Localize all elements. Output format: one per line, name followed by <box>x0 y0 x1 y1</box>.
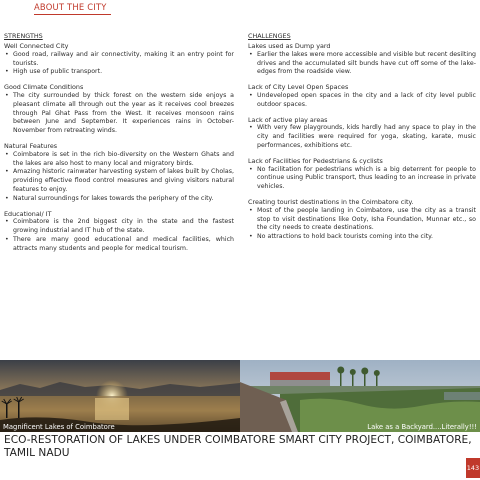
lake-backyard-photo <box>240 360 480 432</box>
strengths-group <box>4 42 234 77</box>
group-title: Lakes used as Dump yard <box>248 42 331 50</box>
group-title: Educational/ IT <box>4 209 52 218</box>
section-title: ABOUT THE CITY <box>34 2 107 12</box>
bullet-item: • Good road, railway and air connectivity, making it an entry point for tourists. <box>4 51 234 69</box>
bullet-item: • Amazing historic rainwater harvesting system of lakes built by Cholas, providing effective flood control measures and giving visitors natural features to enjoy. <box>4 168 234 194</box>
photo-strip <box>0 360 480 432</box>
strengths-group <box>4 83 234 136</box>
bullet-item: • There are many good educational and medical facilities, which attracts many students and people for medical tourism. <box>4 236 234 254</box>
challenges-group <box>248 198 476 242</box>
group-title: Lack of City Level Open Spaces <box>248 83 349 92</box>
bullet-item: • No facilitation for pedestrians which is a big deterrent for people to continue using Public transport, thus leading to an increase in private vehicles. <box>248 166 476 192</box>
right-photo-caption: Lake as a Backyard....Literally!!! <box>367 423 477 431</box>
strengths-column <box>4 42 234 260</box>
challenges-group <box>248 157 476 192</box>
page-number-tab: 143 <box>466 458 480 478</box>
challenges-group <box>248 116 476 151</box>
bullet-item: • No attractions to hold back tourists coming into the city. <box>248 233 476 242</box>
report-title: ECO-RESTORATION OF LAKES UNDER COIMBATORE SMART CITY PROJECT, COIMBATORE, TAMIL NADU <box>4 434 472 459</box>
bullet-item: • Undeveloped open spaces in the city and a lack of city level public outdoor spaces. <box>248 92 476 110</box>
bullet-item: • The city surrounded by thick forest on the western side enjoys a pleasant climate all through out the year as it receives cool breezes through Pal Ghat Pass from the West. It receives monsoon rains between June and September. It experiences rains in October-November from retreating winds. <box>4 92 234 136</box>
strengths-group <box>4 210 234 254</box>
group-title: Lack of Facilities for Pedestrians & cyclists <box>248 156 383 165</box>
strengths-group <box>4 142 234 204</box>
group-title: Creating tourist destinations in the Coimbatore city. <box>248 197 414 206</box>
bullet-item: • Natural surroundings for lakes towards the periphery of the city. <box>4 195 234 204</box>
left-photo-caption: Magnificent Lakes of Coimbatore <box>3 423 115 431</box>
section-title-underline <box>34 14 111 15</box>
strengths-heading: STRENGTHS <box>4 32 43 40</box>
group-title: Natural Features <box>4 141 58 150</box>
challenges-heading: CHALLENGES <box>248 32 291 40</box>
lake-sunset-photo <box>0 360 240 432</box>
group-title: Good Climate Conditions <box>4 83 84 92</box>
challenges-group <box>248 42 476 77</box>
challenges-column <box>248 42 476 248</box>
bullet-item: • Most of the people landing in Coimbatore, use the city as a transit stop to visit destinations like Ooty, Isha Foundation, Munnar etc., so the city needs to create destinations. <box>248 207 476 233</box>
bullet-item: • Earlier the lakes were more accessible and visible but recent desilting drives and the accumulated silt bunds have cut off some of the lake-edges from the roadside view. <box>248 51 476 77</box>
bullet-item: • With very few playgrounds, kids hardly had any space to play in the city and facilities were required for yoga, skating, karate, music performances, exhibitions etc. <box>248 124 476 150</box>
group-title: Well Connected City <box>4 42 69 50</box>
challenges-group <box>248 83 476 109</box>
group-title: Lack of active play areas <box>248 115 328 124</box>
bullet-item: • Coimbatore is the 2nd biggest city in the state and the fastest growing industrial and IT hub of the state. <box>4 218 234 236</box>
bullet-item: • High use of public transport. <box>4 68 234 77</box>
bullet-item: • Coimbatore is set in the rich bio-diversity on the Western Ghats and the lakes are also host to many local and migratory birds. <box>4 151 234 169</box>
